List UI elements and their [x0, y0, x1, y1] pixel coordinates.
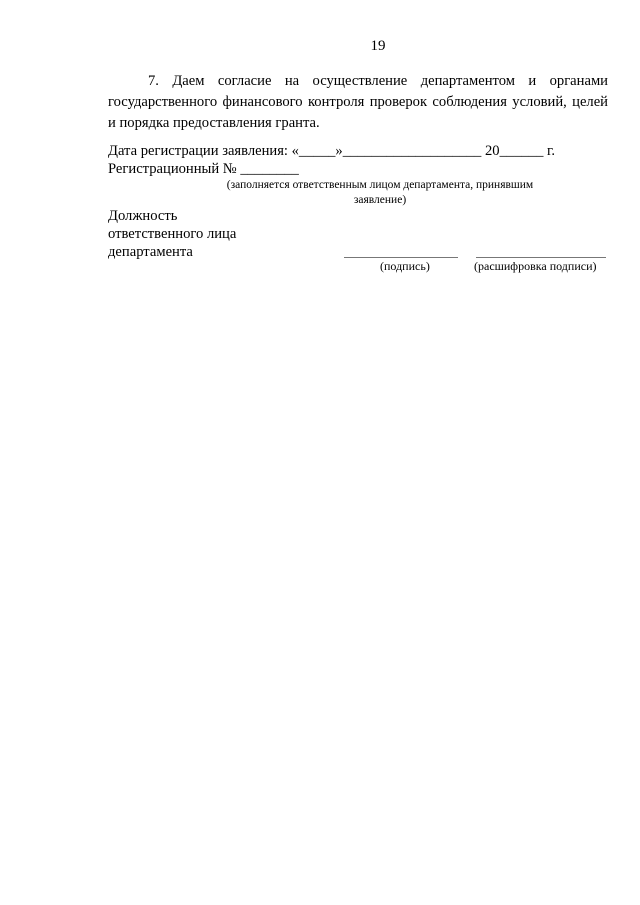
signature-caption: (подпись) [380, 259, 430, 273]
signature-line [344, 257, 458, 258]
consent-paragraph: 7. Даем согласие на осуществление департаментом и органами государственного финансового контроля проверок соблюдения условий, целей и порядка предоставления гранта. [108, 73, 608, 131]
signature-decoding-caption: (расшифровка подписи) [474, 259, 597, 273]
position-label-line-2: ответственного лица [108, 226, 237, 242]
registration-number-line: Регистрационный № ________ [108, 161, 299, 177]
fill-note: (заполняется ответственным лицом департамента, принявшим заявление) [226, 179, 534, 206]
responsible-position-label [108, 207, 236, 261]
position-label-line-3: департамента [108, 244, 193, 260]
page-number: 19 [370, 38, 386, 54]
signature-decoding-line [476, 257, 606, 258]
position-label-line-1: Должность [108, 208, 178, 224]
registration-date-line: Дата регистрации заявления: «_____»___________________ 20______ г. [108, 143, 556, 159]
